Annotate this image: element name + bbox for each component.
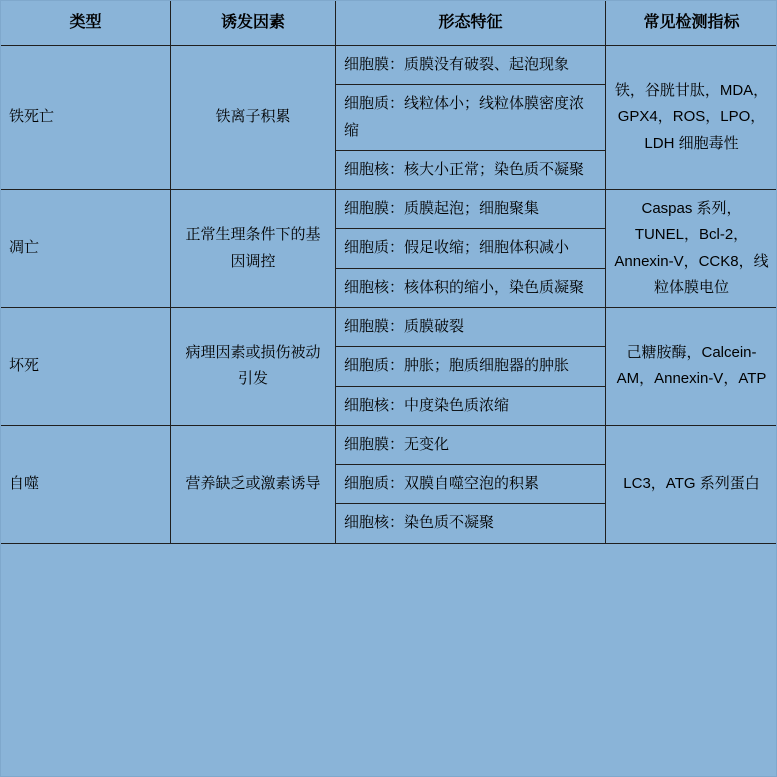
cell-cause: 正常生理条件下的基因调控 <box>171 190 336 308</box>
cell-morphology-cytoplasm: 细胞质：假足收缩；细胞体积减小 <box>336 229 606 268</box>
cell-morphology-cytoplasm: 细胞质：线粒体小；线粒体膜密度浓缩 <box>336 85 606 151</box>
cell-morphology-nucleus: 细胞核：核体积的缩小，染色质凝聚 <box>336 268 606 307</box>
cell-morphology-membrane: 细胞膜：质膜破裂 <box>336 308 606 347</box>
cell-cause: 铁离子积累 <box>171 46 336 190</box>
cell-morphology-nucleus: 细胞核：染色质不凝聚 <box>336 504 606 543</box>
cell-morphology-nucleus: 细胞核：核大小正常；染色质不凝聚 <box>336 150 606 189</box>
cell-type: 铁死亡 <box>1 46 171 190</box>
cell-type: 凋亡 <box>1 190 171 308</box>
table-row <box>1 425 777 464</box>
table-body <box>1 46 777 544</box>
table-header <box>1 1 777 46</box>
column-header-cause: 诱发因素 <box>171 1 336 46</box>
table-header-row <box>1 1 777 46</box>
cell-type: 自噬 <box>1 425 171 543</box>
cell-morphology-membrane: 细胞膜：质膜起泡；细胞聚集 <box>336 190 606 229</box>
column-header-markers: 常见检测指标 <box>606 1 777 46</box>
table-row <box>1 308 777 347</box>
cell-cause: 营养缺乏或激素诱导 <box>171 425 336 543</box>
cell-morphology-nucleus: 细胞核：中度染色质浓缩 <box>336 386 606 425</box>
cell-type: 坏死 <box>1 308 171 426</box>
cell-morphology-cytoplasm: 细胞质：双膜自噬空泡的积累 <box>336 465 606 504</box>
cell-markers: Caspas 系列，TUNEL，Bcl-2，Annexin-V，CCK8，线粒体膜电位 <box>606 190 777 308</box>
cell-markers: 铁，谷胱甘肽，MDA，GPX4，ROS，LPO，LDH 细胞毒性 <box>606 46 777 190</box>
column-header-morphology: 形态特征 <box>336 1 606 46</box>
cell-markers: LC3，ATG 系列蛋白 <box>606 425 777 543</box>
column-header-type: 类型 <box>1 1 171 46</box>
table-row <box>1 46 777 85</box>
cell-morphology-membrane: 细胞膜：无变化 <box>336 425 606 464</box>
cell-cause: 病理因素或损伤被动引发 <box>171 308 336 426</box>
cell-markers: 己糖胺酶，Calcein-AM，Annexin-V，ATP <box>606 308 777 426</box>
table-row <box>1 190 777 229</box>
cell-morphology-cytoplasm: 细胞质：肿胀；胞质细胞器的肿胀 <box>336 347 606 386</box>
cell-morphology-membrane: 细胞膜：质膜没有破裂、起泡现象 <box>336 46 606 85</box>
